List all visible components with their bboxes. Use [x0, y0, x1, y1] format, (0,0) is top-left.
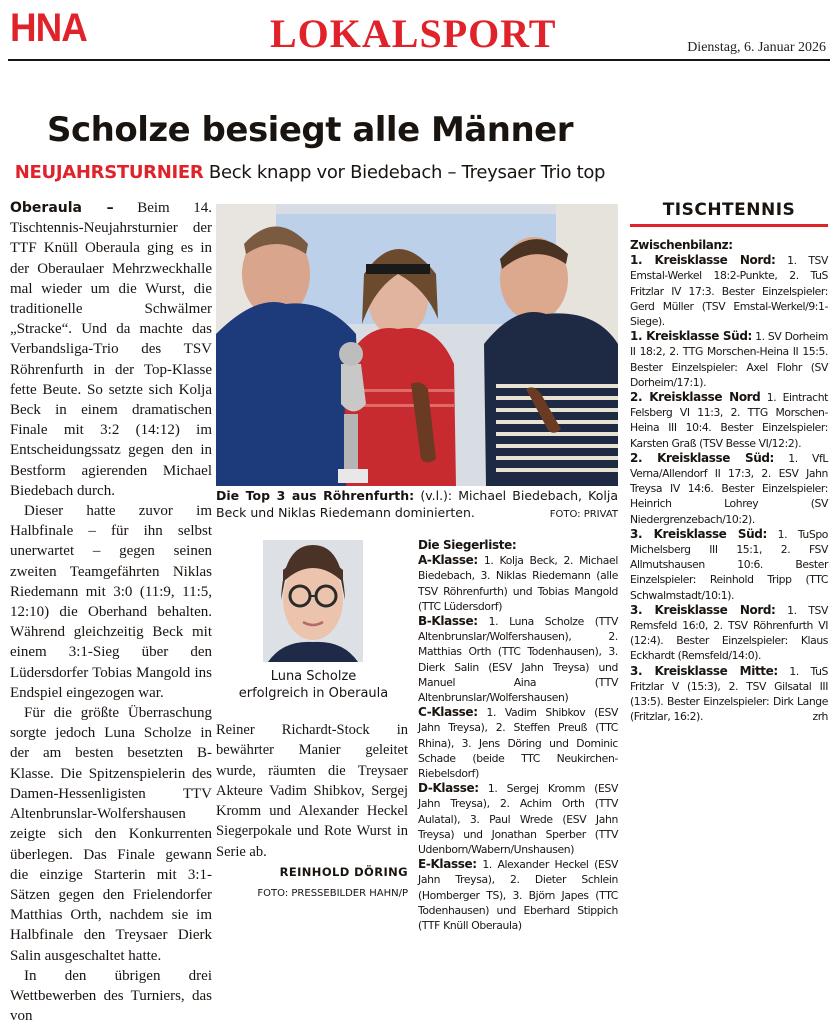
byline: REINHOLD DÖRING — [279, 865, 408, 880]
class-label: B-Klasse: — [418, 614, 478, 629]
league-label: 3. Kreisklasse Mitte: — [630, 663, 778, 678]
standings-text: 1. Eintracht Felsberg VI 11:3, 2. TTG Morschen-Heina III 10:4. Bester Einzelspieler: Karsten Graß (TSV Besse VI/12:2). — [630, 391, 828, 450]
standings-entry — [630, 253, 828, 329]
standings-entry — [630, 527, 828, 603]
caption-text: (v.l.): Michael Biedebach, Kolja Beck und Niklas Riedemann dominierten. — [216, 488, 618, 520]
standings-entry — [630, 329, 828, 390]
league-label: 2. Kreisklasse Nord — [630, 390, 761, 405]
league-label: 3. Kreisklasse Süd: — [630, 526, 767, 541]
standings-text: 1. TSV Emstal-Werkel 18:2-Punkte, 2. TuS Fritzlar IV 17:3. Bester Einzelspieler: Gerd Müller (TSV Emstal-Werkel/9:1-Siege). — [630, 254, 828, 329]
winners-entry — [418, 553, 618, 614]
subheadline-text: Beck knapp vor Biedebach – Treysaer Trio top — [208, 162, 606, 183]
winners-entry — [418, 781, 618, 857]
league-label: 2. Kreisklasse Süd: — [630, 450, 774, 465]
class-label: A-Klasse: — [418, 553, 478, 568]
article-column-2 — [216, 720, 408, 905]
article-paragraph — [10, 198, 212, 501]
section-title: LOKALSPORT — [270, 11, 557, 56]
main-photo — [216, 204, 618, 486]
article-continuation: Reiner Richardt-Stock in bewährter Manier geleitet wurde, räumten die Treysaer Akteure Vadim Shibkov, Sergej Kromm und Alexander Heckel Siegerpokale und Rote Wurst in Serie ab. — [216, 722, 408, 860]
winners-text: 1. Sergej Kromm (ESV Jahn Treysa), 2. Achim Orth (TTV Aulatal), 3. Paul Wrede (ESV Jahn Treysa) und Jonathan Sperber (TTV Udenborn/Wabern/Unshausen) — [418, 782, 618, 857]
class-label: E-Klasse: — [418, 857, 477, 872]
issue-date: Dienstag, 6. Januar 2026 — [687, 40, 826, 55]
portrait-credit: FOTO: PRESSEBILDER HAHN/P — [257, 888, 408, 900]
class-label: D-Klasse: — [418, 781, 479, 796]
paragraph-text: Beim 14. Tischtennis-Neujahrsturnier der TTF Knüll Oberaula ging es in der Oberaulaer Mehrzweckhalle mal wieder um die Wurst, die traditionelle Schwälmer „Stracke“. Und da machte das Verbandsliga-Trio des TSV Röhrenfurth in der Top-Klasse fette Beute. So setzte sich Kolja Beck in einem dramatischen Finale mit 3:2 (14:12) im Entscheidungssatz gegen den in Bestform agierenden Michael Biedebach durch. — [10, 200, 212, 499]
winners-entry — [418, 614, 618, 705]
masthead-rule — [8, 59, 830, 61]
standings-text: 1. TSV Remsfeld 16:0, 2. TSV Röhrenfurth VI (12:4). Bester Einzelspieler: Klaus Eckhardt (Remsfeld/14:0). — [630, 603, 828, 663]
subheadline — [0, 162, 620, 183]
photo-caption — [216, 488, 618, 523]
league-label: 1. Kreisklasse Nord: — [630, 253, 776, 268]
winners-text: 1. Alexander Heckel (ESV Jahn Treysa), 2. Dieter Schlein (Homberger TS), 3. Björn Japes (TTC Todenhausen) und Eberhard Stippich (TTF Knüll Oberaula) — [418, 858, 618, 933]
standings-text: 1. VfL Verna/Allendorf II 17:3, 2. ESV Jahn Treysa IV 14:6. Bester Einzelspieler: Heinrich Lohrey (SV Niedergrenzebach/10:2). — [630, 451, 828, 526]
league-label: 1. Kreisklasse Süd: — [630, 329, 752, 344]
winners-list — [418, 538, 618, 933]
league-label: 3. Kreisklasse Nord: — [630, 602, 776, 617]
standings-text: 1. TuS Fritzlar V (15:3), 2. TSV Gilsatal III (13:5). Bester Einzelspieler: Dirk Lange (Fritzlar, 16:2). — [630, 664, 828, 724]
article-paragraph: Dieser hatte zuvor im Halbfinale – für ihn selbst unerwartet – gegen seinen zweiten Teamgefährten Niklas Riedemann mit 3:0 (11:9, 11:5, 12:10) die Oberhand behalten. Während gleichzeitig Beck mit einem 3:1-Sieg über den Lüdersdorfer Tobias Mangold ins Endspiel eingezogen war. — [10, 503, 212, 701]
article-paragraph: Für die größte Überraschung sorgte jedoch Luna Scholze in der am besten besetzten B-Klasse. Die Spitzenspielerin des Damen-Hessenligisten TTV Altenbrunslar-Wolfershausen zeigte sich den Konkurrenten überlegen. Das Finale gewann die einzige Starterin mit 3:1-Sätzen gegen den Frielendorfer Matthias Orth, nachdem sie im Halbfinale den Treysaer Dierk Salin ausgeschaltet hatte. — [10, 705, 212, 964]
masthead-logo: HNA — [10, 6, 87, 50]
standings-entry — [630, 451, 828, 527]
winners-entry — [418, 705, 618, 781]
sidebar-rule — [630, 224, 828, 227]
standings-entry — [630, 603, 828, 664]
kicker: NEUJAHRSTURNIER — [14, 162, 204, 183]
winners-text: 1. Kolja Beck, 2. Michael Biedebach, 3. Niklas Riedemann (alle TSV Röhrenfurth) und Tobias Mangold (TTC Lüdersdorf) — [418, 554, 618, 613]
portrait-name: Luna Scholze — [270, 669, 357, 684]
sidebar-standings — [630, 238, 828, 725]
winners-entry — [418, 857, 618, 933]
portrait-subtitle: erfolgreich in Oberaula — [238, 686, 389, 701]
team-photo-illustration — [216, 204, 618, 486]
author-signature: zrh — [812, 710, 828, 724]
winners-text: 1. Vadim Shibkov (ESV Jahn Treysa), 2. Steffen Preuß (TTC Rhina), 3. Jens Döring und Dominic Schade (beide TTC Neukirchen-Riebelsdorf) — [418, 706, 618, 781]
article-column-1 — [10, 198, 212, 1026]
sidebar-title: TISCHTENNIS — [662, 200, 796, 220]
headline: Scholze besiegt alle Männer — [47, 110, 573, 150]
portrait-illustration — [263, 540, 363, 662]
photo-credit: FOTO: PRIVAT — [549, 508, 618, 520]
caption-title: Die Top 3 aus Röhrenfurth: — [216, 488, 415, 503]
portrait-photo — [263, 540, 363, 662]
standings-entry — [630, 664, 828, 725]
sidebar-subtitle: Zwischenbilanz: — [630, 238, 733, 252]
article-paragraph: In den übrigen drei Wettbewerben des Turniers, das von — [10, 967, 212, 1025]
standings-text: 1. SV Dorheim II 18:2, 2. TTG Morschen-Heina II 15:5. Bester Einzelspieler: Axel Flohr (SV Dorheim/17:1). — [630, 330, 828, 389]
dateline: Oberaula – — [10, 200, 114, 216]
standings-entry — [630, 390, 828, 451]
winners-title: Die Siegerliste: — [418, 538, 517, 552]
class-label: C-Klasse: — [418, 705, 478, 720]
standings-text: 1. TuSpo Michelsberg III 15:1, 2. FSV Allmutshausen 10:6. Bester Einzelspieler: Reinhold Tripp (TTC Schwalmstadt/10:1). — [630, 527, 828, 602]
portrait-caption — [216, 668, 411, 702]
winners-text: 1. Luna Scholze (TTV Altenbrunslar/Wolfershausen), 2. Matthias Orth (TTC Todenhausen), 3. Dierk Salin (ESV Jahn Treysa) und Manuel Aina (TTV Altenbrunslar/Wolfershausen) — [418, 615, 618, 705]
